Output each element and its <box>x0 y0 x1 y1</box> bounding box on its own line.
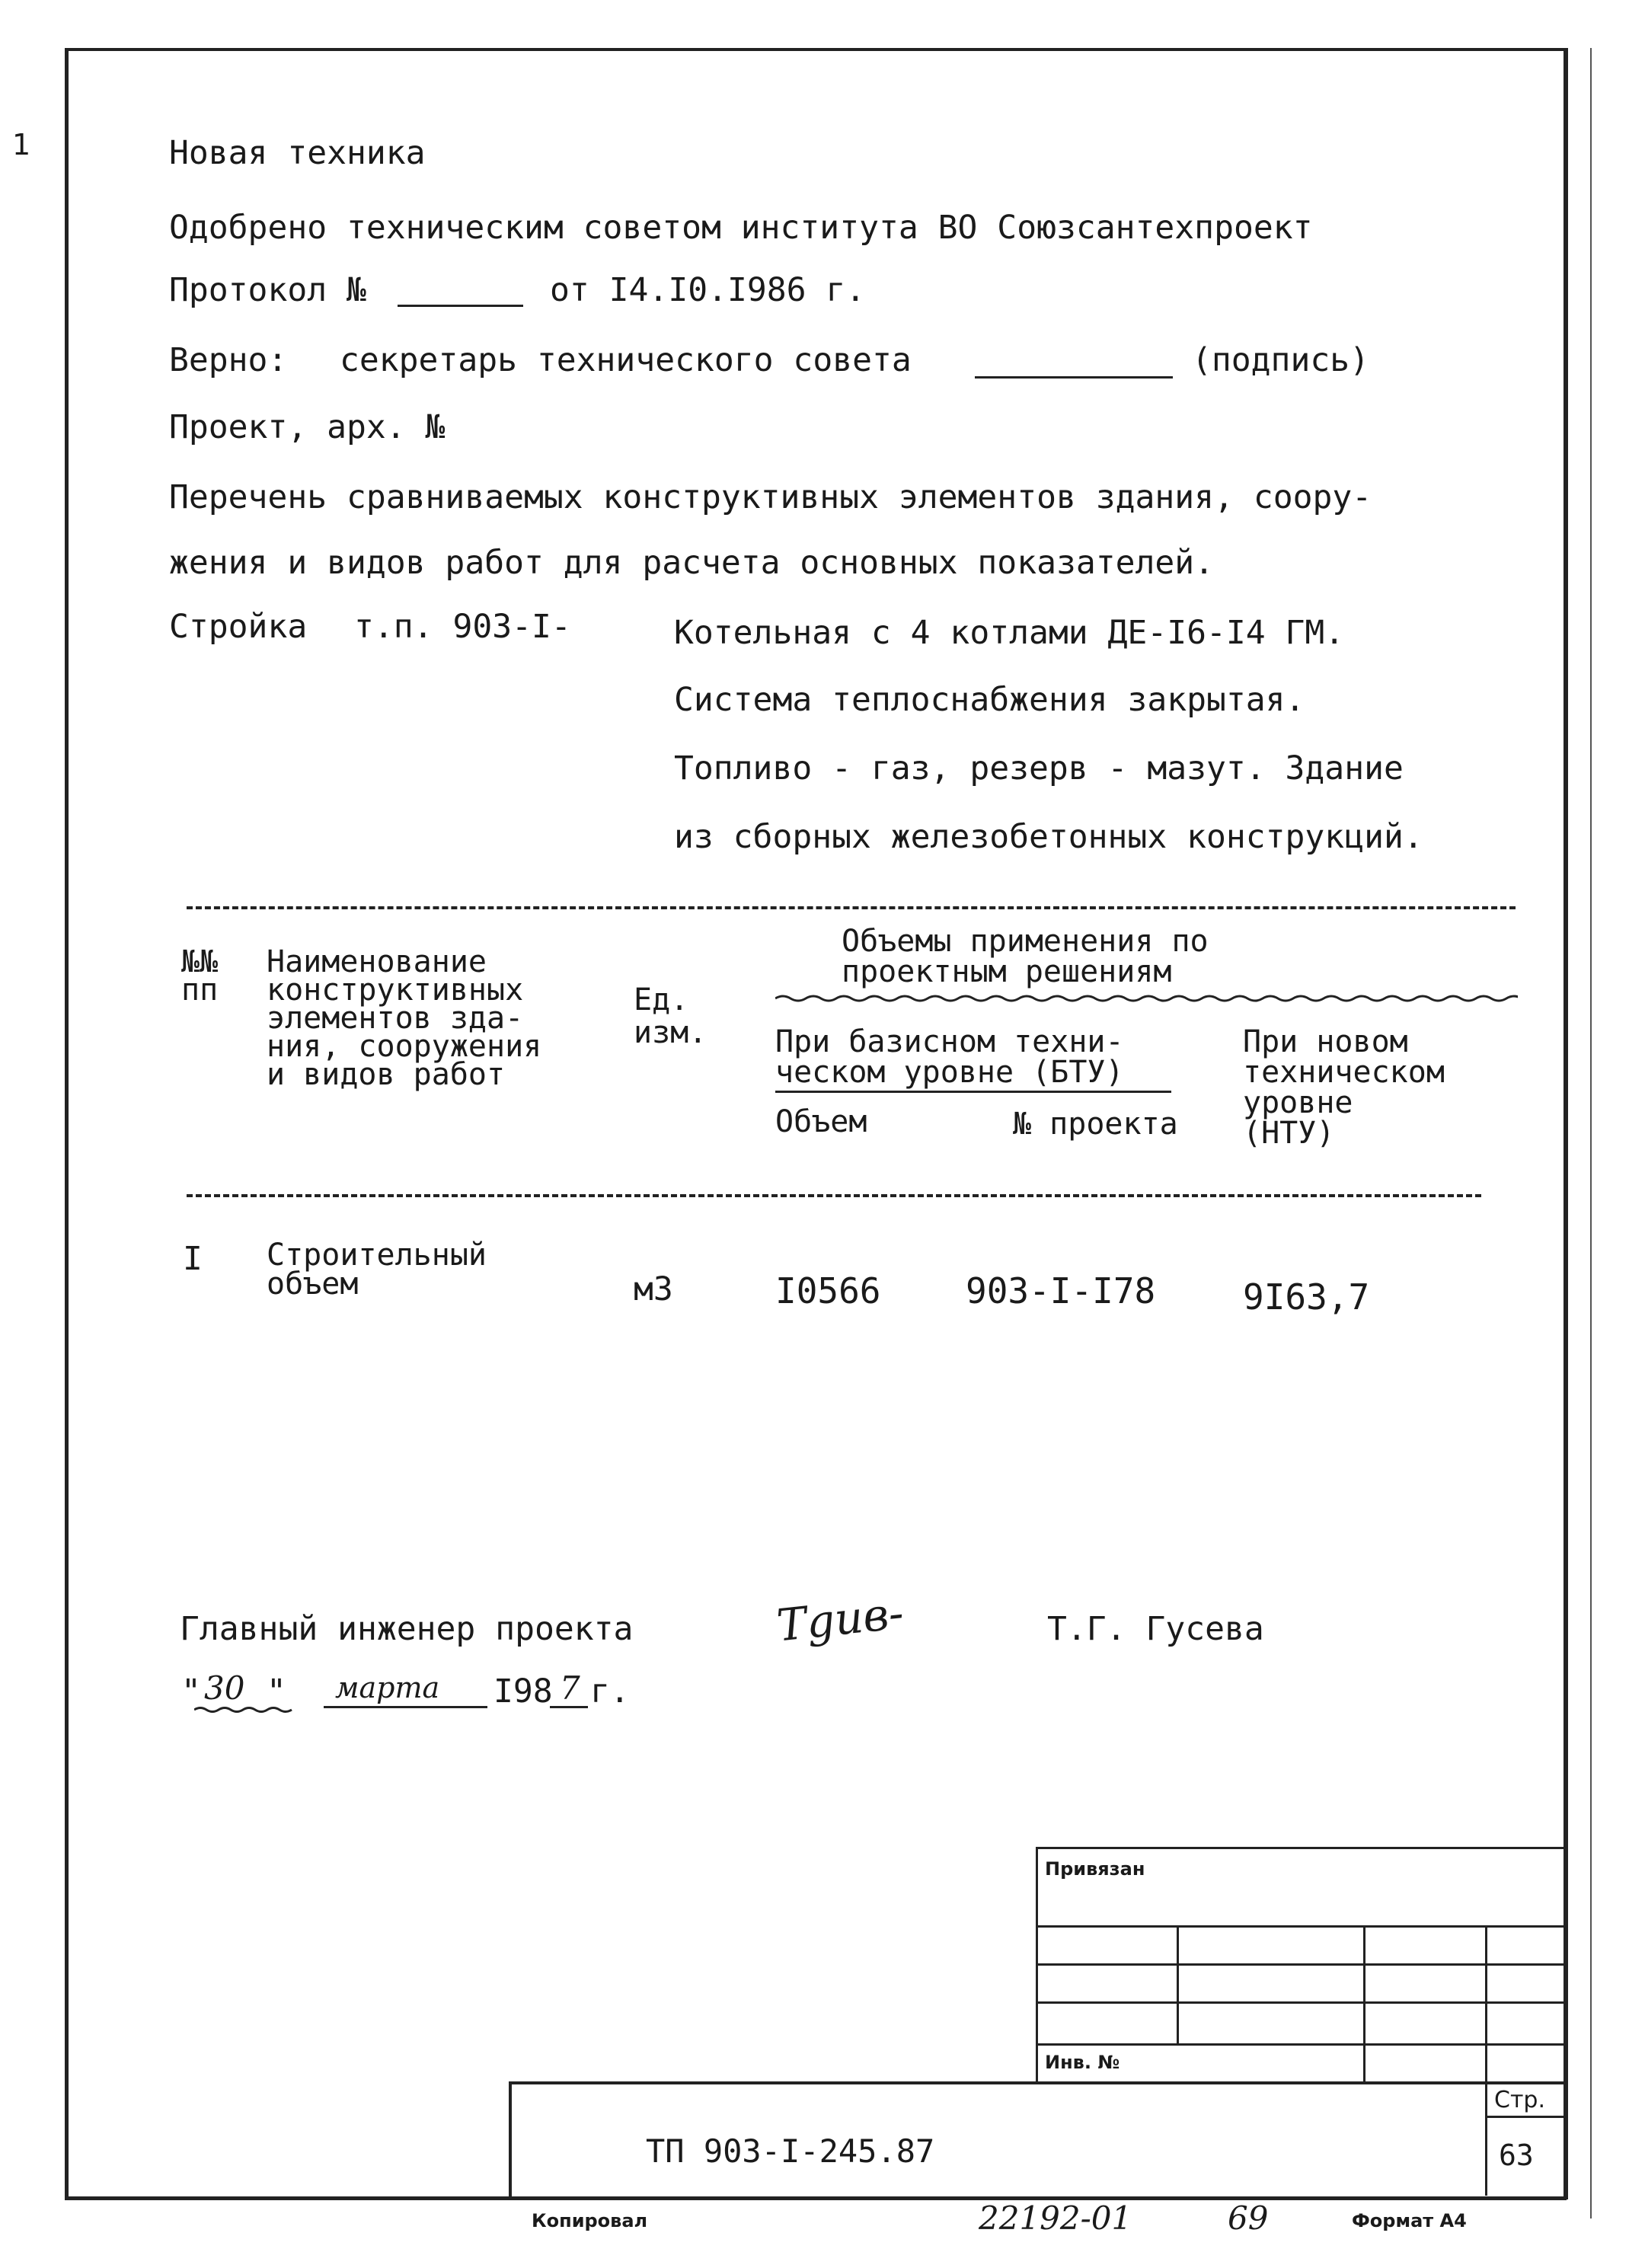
date-quote-close: " <box>267 1672 286 1711</box>
header-project-label: Проект, арх. № <box>169 408 446 446</box>
row-1-ntu: 9I63,7 <box>1243 1276 1370 1318</box>
col-name-header-1: Наименование <box>267 944 487 979</box>
header-new-tech: Новая техника <box>169 134 426 172</box>
stamp-col-line-1 <box>1177 1925 1179 2043</box>
site-desc-3: Топливо - газ, резерв - мазут. Здание <box>674 749 1404 787</box>
date-month-underline <box>324 1706 487 1708</box>
row-1-btu-volume: I0566 <box>775 1270 881 1311</box>
chief-engineer-name: Т.Г. Гусева <box>1047 1610 1264 1648</box>
col-ntu-header-3: уровне <box>1243 1085 1353 1120</box>
stamp-main-top-line <box>509 2081 1565 2084</box>
stamp-col-line-3 <box>1485 1925 1487 2196</box>
col-volumes-title-1: Объемы применения по <box>842 924 1209 959</box>
col-btu-volume-header: Объем <box>775 1104 867 1139</box>
footer-format: Формат А4 <box>1352 2210 1467 2231</box>
site-desc-4: из сборных железобетонных конструкций. <box>674 818 1423 856</box>
stamp-col-line-2 <box>1363 1925 1365 2083</box>
col-btu-project-header: № проекта <box>1013 1107 1178 1142</box>
col-unit-header-1: Ед. <box>634 982 689 1017</box>
row-1-unit: м3 <box>634 1270 673 1308</box>
intro-line-1: Перечень сравниваемых конструктивных элементов здания, соору- <box>169 478 1372 516</box>
table-header-rule <box>187 1194 1481 1197</box>
row-1-name-1: Строительный <box>267 1238 487 1273</box>
date-year-digit: 7 <box>560 1669 580 1707</box>
date-suffix: г. <box>590 1672 630 1711</box>
frame-right-outer-line <box>1590 48 1592 2218</box>
margin-page-number: 1 <box>12 128 31 161</box>
col-unit-header-2: изм. <box>634 1015 707 1050</box>
header-protocol-label: Протокол № <box>169 271 366 309</box>
chief-engineer-title: Главный инженер проекта <box>180 1610 634 1648</box>
stamp-doc-code: ТП 903-I-245.87 <box>646 2132 935 2170</box>
date-month: марта <box>335 1671 440 1704</box>
date-day-wavy-underline <box>194 1706 293 1714</box>
date-quote-open: " <box>181 1672 201 1711</box>
stamp-privyazan-label: Привязан <box>1045 1858 1145 1880</box>
col-name-header-4: ния, сооружения <box>267 1029 542 1064</box>
frame-bottom-border <box>65 2196 1567 2200</box>
col-btu-header-1: При базисном техни- <box>775 1024 1124 1059</box>
frame-left-border <box>65 48 69 2199</box>
date-year-underline <box>550 1706 588 1708</box>
row-1-name-2: объем <box>267 1267 359 1302</box>
site-desc-1: Котельная с 4 котлами ДЕ-I6-I4 ГМ. <box>674 614 1345 652</box>
date-year-prefix: I98 <box>493 1672 553 1711</box>
footer-kopiroval: Копировал <box>532 2210 648 2231</box>
header-approved: Одобрено техническим советом института ВО Союзсантехпроект <box>169 209 1313 247</box>
col-volumes-title-2: проектным решениям <box>842 954 1172 989</box>
volumes-title-wavy-rule <box>775 995 1518 1002</box>
footer-order-number: 22192-01 <box>979 2199 1132 2237</box>
frame-right-border <box>1564 48 1568 2199</box>
handwritten-signature: Тguв- <box>774 1586 906 1652</box>
header-verno-label: Верно: <box>169 341 288 379</box>
stamp-main-left-line <box>509 2081 512 2197</box>
stamp-page-number: 63 <box>1499 2139 1534 2172</box>
intro-line-2: жения и видов работ для расчета основных показателей. <box>169 544 1215 582</box>
site-desc-2: Система теплоснабжения закрытая. <box>674 681 1305 719</box>
stamp-page-label: Стр. <box>1494 2087 1546 2113</box>
frame-top-border <box>65 48 1567 51</box>
col-btu-header-2: ческом уровне (БТУ) <box>775 1055 1124 1090</box>
col-name-header-3: элементов зда- <box>267 1001 524 1036</box>
row-1-btu-project: 903-I-I78 <box>966 1270 1156 1311</box>
header-protocol-date: от I4.I0.I986 г. <box>550 271 866 309</box>
footer-sheet-number: 69 <box>1228 2199 1269 2237</box>
site-code: т.п. 903-I- <box>354 608 571 646</box>
date-day: 30 <box>204 1669 245 1707</box>
stamp-top-line <box>1036 1847 1565 1849</box>
col-name-header-2: конструктивных <box>267 973 524 1008</box>
secretary-signature-blank <box>975 376 1173 379</box>
protocol-number-blank <box>398 305 523 307</box>
stamp-inv-label: Инв. № <box>1045 2052 1120 2073</box>
btu-header-underline <box>775 1091 1171 1093</box>
col-ntu-header-4: (НТУ) <box>1243 1116 1335 1151</box>
header-signature-placeholder: (подпись) <box>1192 341 1369 379</box>
col-num-header-1: №№ <box>181 944 219 979</box>
col-ntu-header-2: техническом <box>1243 1055 1445 1090</box>
row-1-num: I <box>183 1240 203 1278</box>
header-secretary-label: секретарь технического совета <box>340 341 912 379</box>
col-num-header-2: пп <box>181 973 219 1008</box>
col-name-header-5: и видов работ <box>267 1057 506 1092</box>
col-ntu-header-1: При новом <box>1243 1024 1408 1059</box>
site-label: Стройка <box>169 608 308 646</box>
table-top-rule <box>187 906 1516 909</box>
stamp-page-sep-line <box>1485 2116 1565 2118</box>
